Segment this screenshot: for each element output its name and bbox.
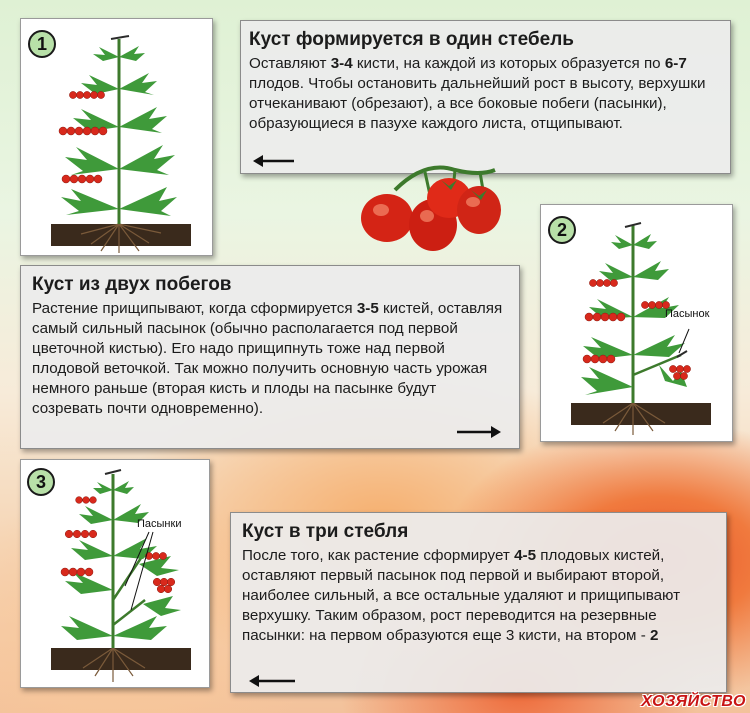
step-number-3: 3: [27, 468, 55, 496]
tomato-plant-icon: [21, 460, 211, 689]
arrow-left-icon: [249, 675, 295, 687]
site-logo: ХОЗЯЙСТВО: [641, 693, 746, 710]
panel-text-single-stem: Оставляют 3-4 кисти, на каждой из которых образуется по 6-7 плодов. Чтобы остановить дальнейший рост в высоту, верхушки отчеканивают (обрезают), а все боковые побеги (пасынки), образующиеся в пазухе каждого листа, отщипывают.: [249, 55, 706, 132]
panel-title-two-stems: Куст из двух побегов: [32, 274, 232, 295]
step-number-2: 2: [548, 216, 576, 244]
callout-side-shoot: Пасынок: [665, 308, 710, 320]
tomato-cluster-icon: [355, 150, 515, 260]
arrow-right-icon: [457, 426, 501, 438]
panel-text-two-stems: Растение прищипывают, когда сформируется 3-5 кистей, оставляя самый сильный пасынок (обычно располагается под первой цветочной кистью). Его надо прищипнуть тоже над первой плодовой веточкой. Так можно получить основную часть урожая немного раньше (вторая кисть и плоды на пасынке будут созревать почти одновременно).: [32, 300, 503, 417]
panel-title-three-stems: Куст в три стебля: [242, 521, 409, 542]
panel-title-single-stem: Куст формируется в один стебель: [249, 29, 574, 50]
step-number-1: 1: [28, 30, 56, 58]
panel-two-stems: [20, 265, 520, 449]
callout-side-shoots: Пасынки: [137, 518, 182, 530]
panel-three-stems: [230, 512, 727, 693]
panel-text-three-stems: После того, как растение сформирует 4-5 плодовых кистей, оставляют первый пасынок под первой и выбирают второй, наиболее сильный, а все остальные удаляют и прищипывают верхушку. Таким образом, рост переводится на резервные пасынки: на первом образуются еще 3 кисти, на втором - 2: [242, 547, 681, 644]
arrow-left-icon: [253, 155, 295, 167]
